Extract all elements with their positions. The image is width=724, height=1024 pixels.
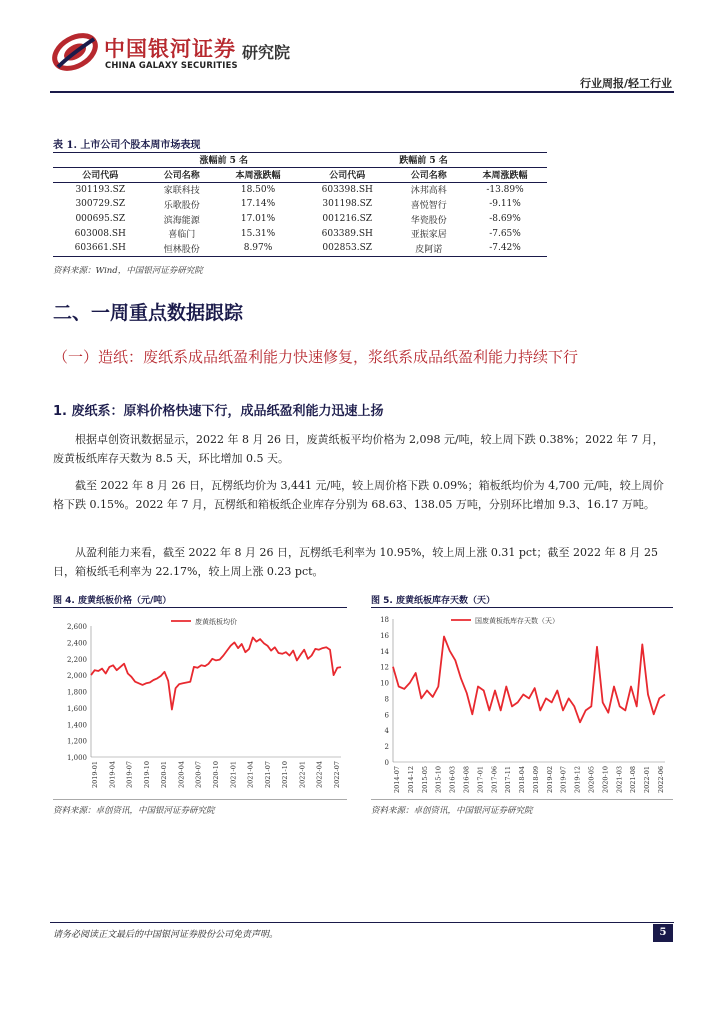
x-tick-label: 2016-08 [462,766,471,794]
y-tick-label: 10 [380,679,389,688]
table-cell: 8.97% [216,241,300,256]
column-header: 公司名称 [395,167,464,182]
x-tick-label: 2021-07 [263,761,272,789]
y-tick-label: 8 [384,695,389,704]
column-header-row [53,167,547,182]
x-tick-label: 2016-03 [448,766,457,794]
table-body [53,182,547,256]
table-cell: -13.89% [486,184,524,195]
x-tick-label: 2019-07 [559,766,568,794]
x-tick-label: 2019-02 [545,766,554,794]
table-cell: 000695.SZ [75,214,126,225]
section-heading: 二、一周重点数据跟踪 [53,302,244,324]
x-tick-label: 2021-01 [229,761,238,789]
x-tick-label: 2020-07 [194,761,203,789]
table-cell: -7.42% [463,241,547,256]
table-cell: 皮阿诺 [395,241,464,256]
table-cell: -7.65% [489,228,521,239]
x-tick-label: 2019-10 [142,761,151,789]
table-row [53,197,547,212]
logo-text-cn: 中国银河证券 [104,37,236,61]
figure-4-rule [53,607,347,608]
x-tick-label: 2020-10 [601,766,610,794]
logo-institute: 研究院 [242,43,291,62]
column-header: 公司名称 [148,167,217,182]
header-divider [50,91,674,93]
figure-4-chart [53,610,349,798]
x-tick-label: 2017-01 [476,766,485,794]
y-tick-label: 2,600 [66,623,87,631]
table-cell: 17.01% [240,214,276,225]
legend-label: 国废黄板纸库存天数（天） [475,617,559,625]
report-type: 行业周报/轻工行业 [579,77,672,90]
table-cell: 亚振家居 [410,230,447,241]
table-row [53,212,547,227]
y-tick-label: 6 [384,711,389,720]
y-tick-label: 16 [380,631,389,640]
y-tick-label: 1,600 [66,704,87,713]
table-cell: -9.11% [489,199,521,210]
subsection-heading: （一）造纸：废纸系成品纸盈利能力快速修复，浆纸系成品纸盈利能力持续下行 [53,348,579,366]
galaxy-logo-icon [50,27,100,77]
x-tick-label: 2018-09 [531,766,540,794]
table-cell: 沐邦高科 [410,186,447,197]
x-tick-label: 2021-04 [246,761,255,789]
table-cell: 喜临门 [168,230,196,241]
table-cell: 603661.SH [53,241,148,256]
y-tick-label: 1,200 [66,737,87,746]
table-cell: 滨海能源 [163,215,200,226]
x-tick-label: 2019-01 [91,761,99,789]
y-tick-label: 2,000 [66,672,87,681]
x-tick-label: 2020-05 [587,766,596,794]
table-cell: 301198.SZ [322,199,373,210]
stock-performance-table [53,152,547,257]
x-tick-label: 2019-04 [108,761,117,789]
table-cell: 301193.SZ [75,184,126,195]
table-cell: 001216.SZ [322,214,373,225]
x-tick-label: 2018-04 [518,766,527,794]
paragraph-1: 根据卓创资讯数据显示，2022 年 8 月 26 日，废黄纸板平均价格为 2,098 元/吨，较上周下跌 0.38%；2022 年 7 月，废黄板纸库存天数为 8.5 天，环比增加 0.5 天。 [53,433,664,465]
figure-5-bottom-rule [371,799,673,800]
x-tick-label: 2015-10 [434,766,443,794]
x-tick-label: 2022-06 [657,766,665,794]
footer-disclaimer: 请务必阅读正文最后的中国银河证券股份公司免责声明。 [53,930,279,940]
paragraph-2: 截至 2022 年 8 月 26 日，瓦楞纸均价为 3,441 元/吨，较上周价格下跌 0.09%；箱板纸均价为 4,700 元/吨，较上周价格下跌 0.15%。2022 年 7 月，瓦楞纸和箱板纸企业库存分别为 68.63、138.05 万吨，分别环比增加 9.3、16.17 万吨。 [53,479,664,511]
y-tick-label: 2,200 [66,655,87,664]
x-tick-label: 2019-07 [125,761,134,789]
x-tick-label: 2021-08 [629,766,638,794]
logo-text-en: CHINA GALAXY SECURITIES [105,60,238,70]
table-cell: 15.31% [240,228,276,239]
table-cell: 17.14% [240,199,276,210]
column-header: 公司代码 [300,167,395,182]
x-tick-label: 2020-10 [212,761,220,789]
figure-4-source: 资料来源：卓创资讯，中国银河证券研究院 [53,806,215,816]
column-header: 本周涨跌幅 [216,167,300,182]
x-tick-label: 2017-11 [504,766,513,794]
table-cell: 乐歌股份 [163,200,200,211]
figure-5-rule [371,607,673,608]
table-cell: 18.50% [240,184,276,195]
table-cell: 603389.SH [321,228,373,239]
table-cell: 603008.SH [74,228,126,239]
y-tick-label: 1,800 [66,688,87,697]
figure-4-bottom-rule [53,799,347,800]
table-cell: 家联科技 [163,186,200,197]
x-tick-label: 2022-01 [643,766,652,794]
column-header: 公司代码 [53,167,148,182]
y-tick-label: 18 [380,616,389,624]
x-tick-label: 2021-03 [615,766,624,794]
paragraph-3: 从盈利能力来看，截至 2022 年 8 月 26 日，瓦楞纸毛利率为 10.95%，较上周上涨 0.31 pct；截至 2022 年 8 月 25 日，箱板纸毛利率为 22.17%，较上周上涨 0.23 pct。 [53,546,658,578]
y-tick-label: 12 [380,663,389,672]
figure-5-title: 图 5. 废黄纸板库存天数（天） [371,596,495,606]
x-tick-label: 2022-04 [315,761,324,789]
x-tick-label: 2017-06 [490,766,499,794]
table-title: 表 1. 上市公司个股本周市场表现 [53,140,201,151]
y-tick-label: 14 [380,647,389,656]
y-tick-label: 1,000 [66,754,87,762]
x-tick-label: 2021-10 [281,761,290,789]
table-cell: 002853.SZ [300,241,395,256]
topic-heading: 1. 废纸系：原料价格快速下行，成品纸盈利能力迅速上扬 [53,404,384,419]
table-source: 资料来源：Wind，中国银河证券研究院 [53,266,203,276]
table-row [53,241,547,256]
y-tick-label: 1,400 [66,721,87,730]
x-tick-label: 2014-12 [406,766,415,794]
table-row [53,182,547,197]
x-tick-label: 2015-05 [420,766,429,794]
x-tick-label: 2014-07 [393,766,401,794]
table-cell: 华瓷股份 [410,215,447,226]
page-number: 5 [653,924,673,942]
legend-label: 废黄纸板均价 [195,618,237,626]
figure-4-title: 图 4. 废黄纸板价格（元/吨） [53,596,172,606]
table-cell: -8.69% [489,214,521,225]
page-header [0,0,724,92]
table-cell: 300729.SZ [75,199,126,210]
x-tick-label: 2020-01 [160,761,169,789]
table-cell: 恒林股份 [148,241,217,256]
x-tick-label: 2020-04 [177,761,186,789]
column-header: 本周涨跌幅 [463,167,547,182]
group-header-losers: 跌幅前 5 名 [300,153,547,168]
footer-divider [50,922,674,923]
x-tick-label: 2019-12 [573,766,582,794]
series-line [393,637,665,723]
x-tick-label: 2022-01 [298,761,307,789]
figure-5-chart [365,610,671,798]
x-tick-label: 2022-07 [333,761,341,789]
table-row [53,226,547,241]
y-tick-label: 4 [384,727,389,736]
y-tick-label: 0 [384,759,389,767]
y-tick-label: 2,400 [66,639,87,648]
series-line [91,638,341,710]
y-tick-label: 2 [384,743,389,752]
figure-5-source: 资料来源：卓创资讯，中国银河证券研究院 [371,806,533,816]
group-header-gainers: 涨幅前 5 名 [148,153,300,168]
table-cell: 喜悦智行 [410,200,447,211]
table-cell: 603398.SH [321,184,373,195]
